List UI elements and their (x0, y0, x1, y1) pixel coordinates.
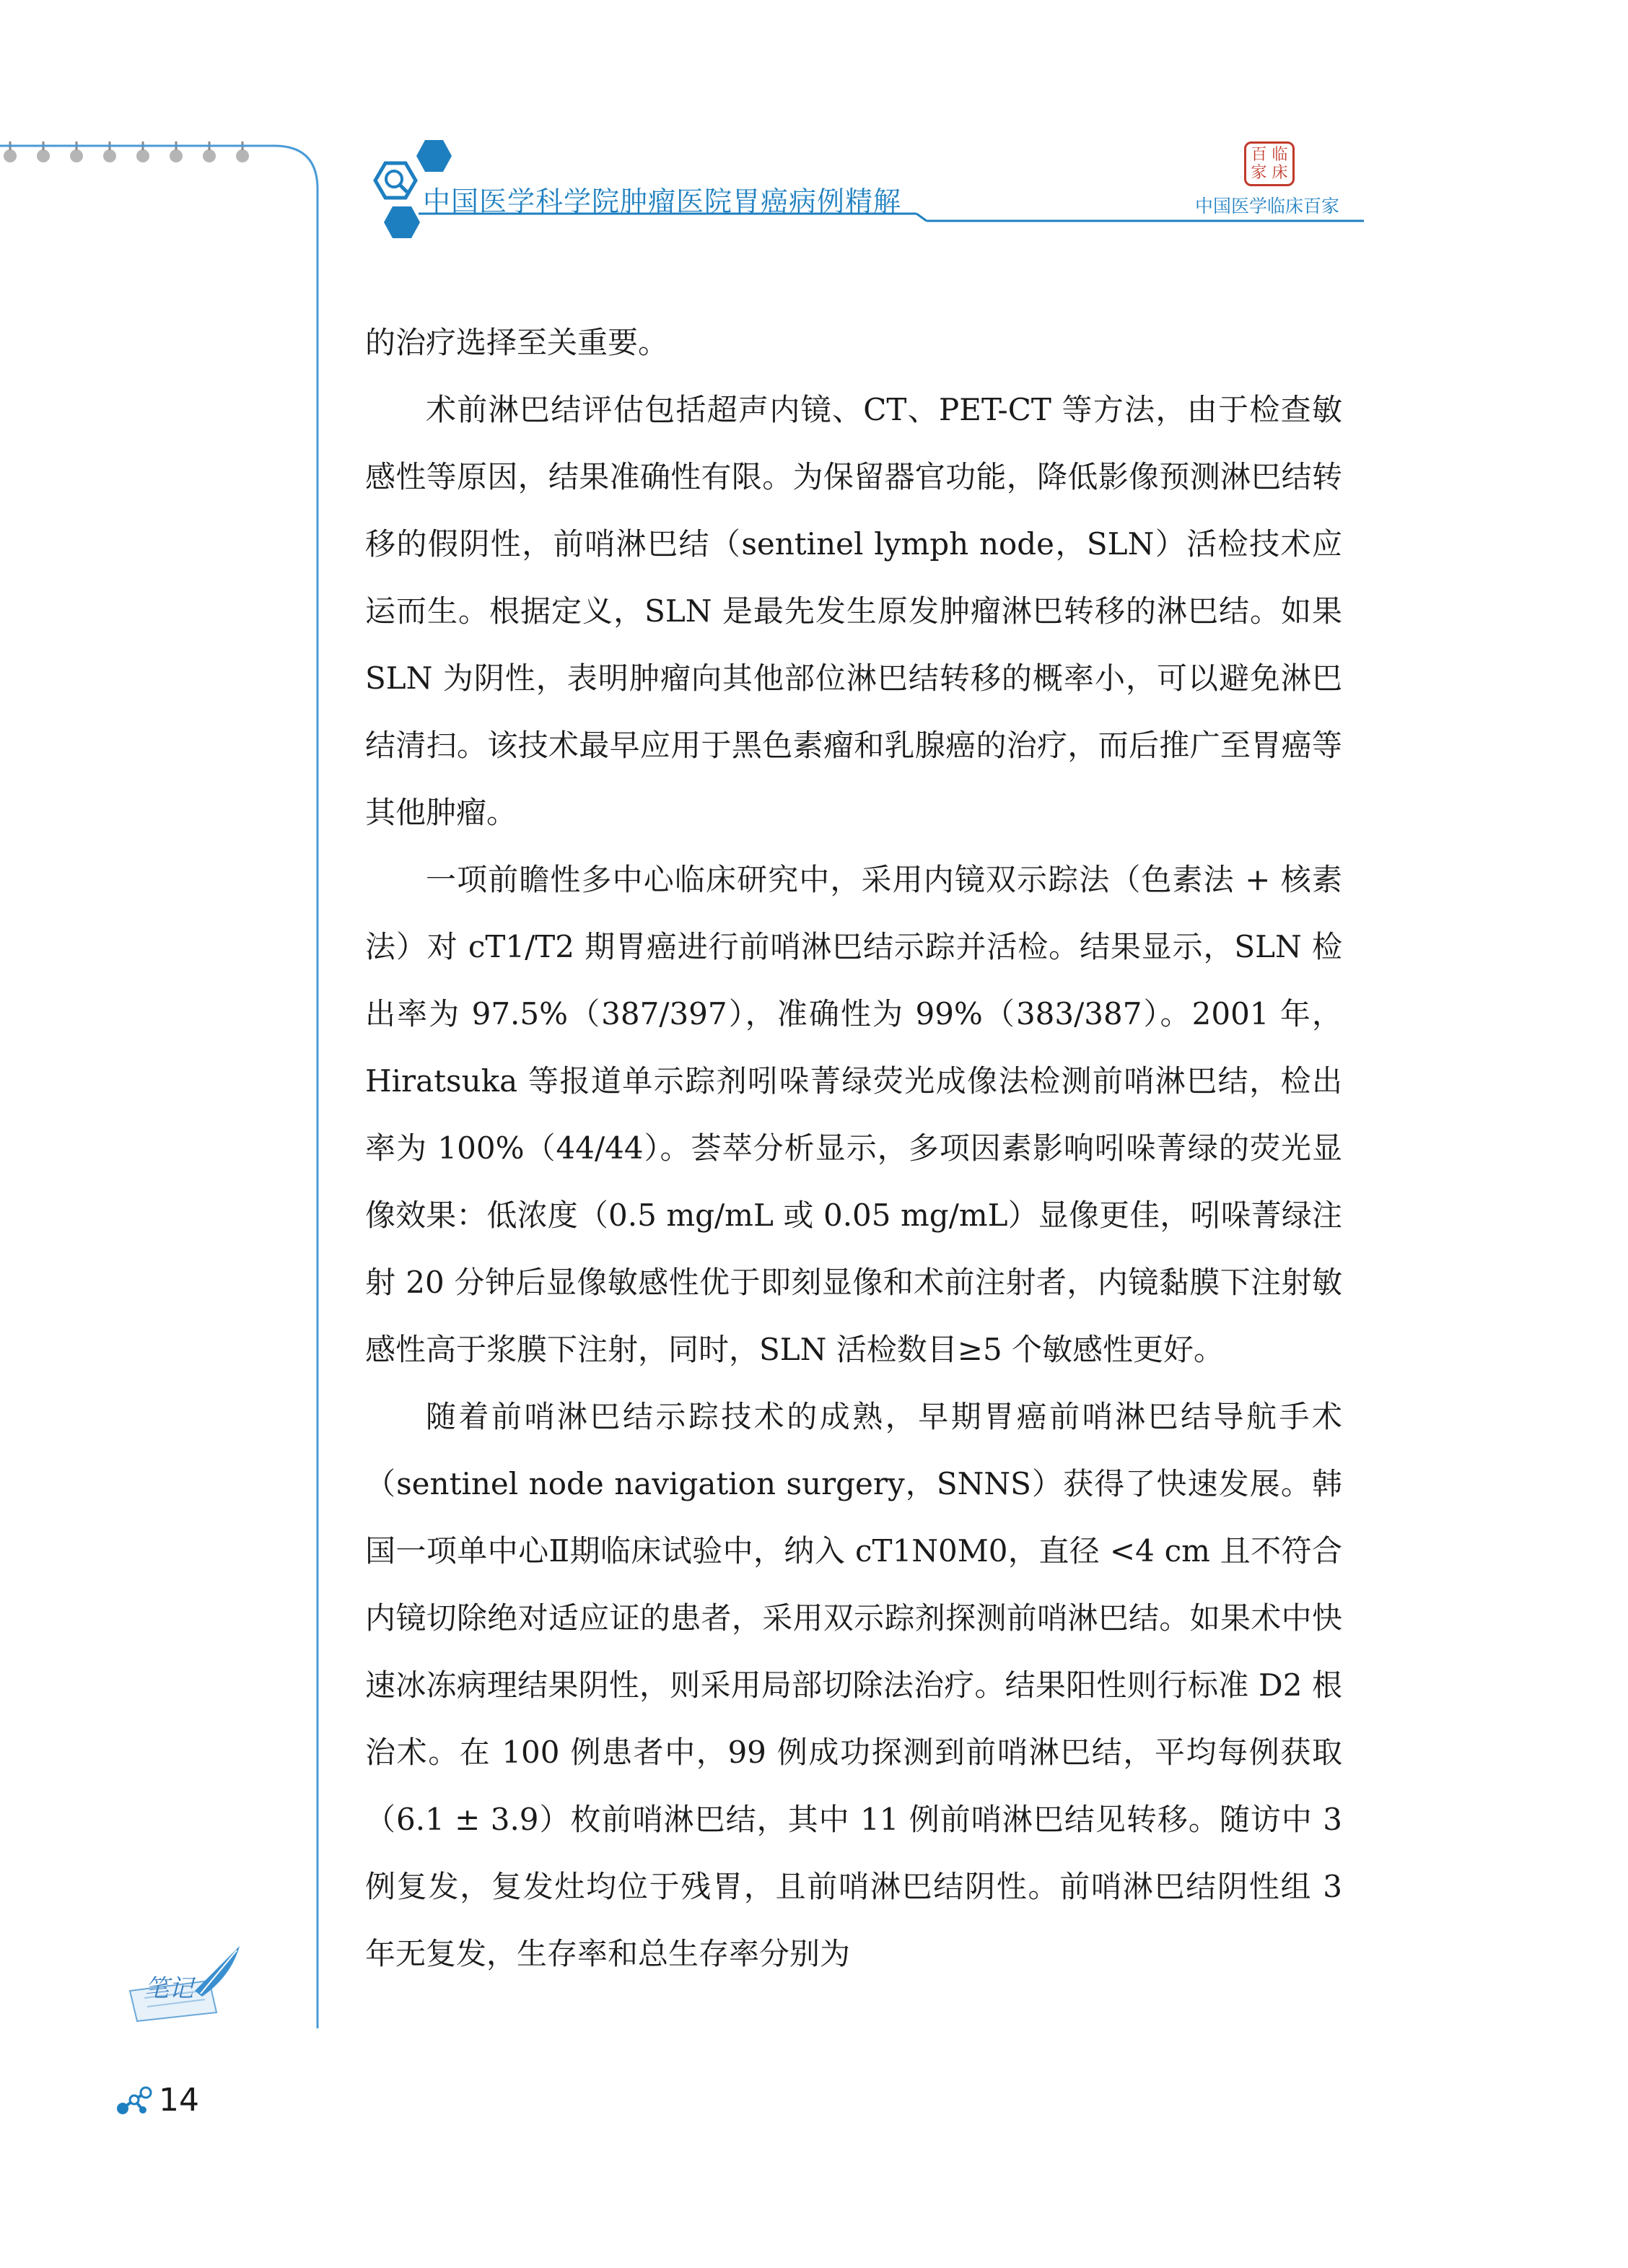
body-text (365, 309, 1342, 1987)
page-number: 14 (159, 2082, 199, 2119)
notes-label: 笔记 (144, 1974, 193, 2003)
seal-char: 百 (1251, 145, 1267, 164)
paragraph: 术前淋巴结评估包括超声内镜、CT、PET-CT 等方法，由于检查敏感性等原因，结果准确性有限。为保留器官功能，降低影像预测淋巴结转移的假阴性，前哨淋巴结（sentinel lymph node，SLN）活检技术应运而生。根据定义，SLN 是最先发生原发肿瘤淋巴转移的淋巴结。如果 SLN 为阴性，表明肿瘤向其他部位淋巴结转移的概率小，可以避免淋巴结清扫。该技术最早应用于黑色素瘤和乳腺癌的治疗，而后推广至胃癌等其他肿瘤。 (365, 392, 1342, 830)
publisher-seal-icon (1244, 141, 1295, 186)
seal-char: 床 (1272, 163, 1288, 182)
molecule-icon (114, 2084, 154, 2117)
paragraph: 的治疗选择至关重要。 (365, 325, 669, 360)
notes-quill-icon (115, 1940, 245, 2027)
page-footer (114, 2082, 199, 2119)
margin-rule (0, 0, 332, 2036)
series-name: 中国医学临床百家 (1195, 196, 1340, 217)
seal-char: 临 (1272, 145, 1288, 164)
paragraph: 一项前瞻性多中心临床研究中，采用内镜双示踪法（色素法 + 核素法）对 cT1/T2 期胃癌进行前哨淋巴结示踪并活检。结果显示，SLN 检出率为 97.5%（387/397），准确性为 99%（383/387）。2001 年，Hiratsuka 等报道单示踪剂吲哚菁绿荧光成像法检测前哨淋巴结，检出率为 100%（44/44）。荟萃分析显示，多项因素影响吲哚菁绿的荧光显像效果：低浓度（0.5 mg/mL 或 0.05 mg/mL）显像更佳，吲哚菁绿注射 20 分钟后显像敏感性优于即刻显像和术前注射者，内镜黏膜下注射敏感性高于浆膜下注射，同时，SLN 活检数目≥5 个敏感性更好。 (365, 862, 1342, 1367)
seal-char: 家 (1251, 163, 1267, 182)
paragraph: 随着前哨淋巴结示踪技术的成熟，早期胃癌前哨淋巴结导航手术（sentinel node navigation surgery，SNNS）获得了快速发展。韩国一项单中心Ⅱ期临床试验中，纳入 cT1N0M0，直径 <4 cm 且不符合内镜切除绝对适应证的患者，采用双示踪剂探测前哨淋巴结。如果术中快速冰冻病理结果阴性，则采用局部切除法治疗。结果阳性则行标准 D2 根治术。在 100 例患者中，99 例成功探测到前哨淋巴结，平均每例获取（6.1 ± 3.9）枚前哨淋巴结，其中 11 例前哨淋巴结见转移。随访中 3 例复发，复发灶均位于残胃，且前哨淋巴结阴性。前哨淋巴结阴性组 3 年无复发，生存率和总生存率分别为 (365, 1399, 1342, 1971)
book-title: 中国医学科学院肿瘤医院胃癌病例精解 (423, 186, 902, 217)
